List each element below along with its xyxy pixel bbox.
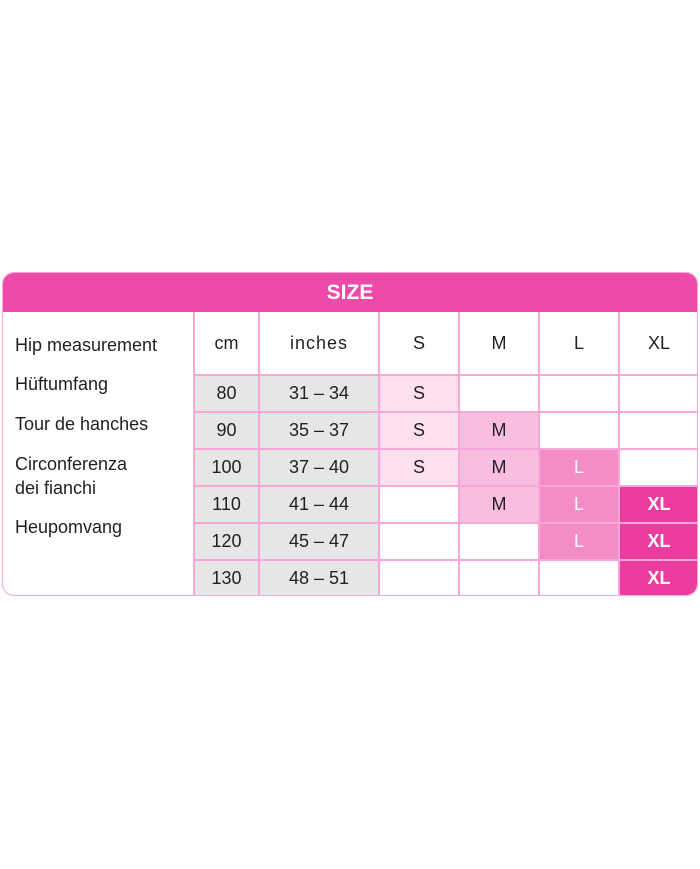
cell-xl: XL xyxy=(619,560,698,596)
row-divider xyxy=(194,448,698,450)
column-divider xyxy=(538,312,540,596)
cell-xl: XL xyxy=(619,523,698,560)
cell-inches: 48 – 51 xyxy=(259,560,379,596)
cell-xl xyxy=(619,375,698,412)
column-divider xyxy=(378,312,380,596)
cell-inches: 35 – 37 xyxy=(259,412,379,449)
header-s: S xyxy=(412,333,425,353)
label-it-line1: Circonferenza xyxy=(15,454,128,474)
row-divider xyxy=(194,559,698,561)
cell-m: M xyxy=(459,449,539,486)
column-divider xyxy=(458,312,460,596)
cell-s xyxy=(379,486,459,523)
cell-cm: 110 xyxy=(194,486,259,523)
cell-cm: 100 xyxy=(194,449,259,486)
header-l: L xyxy=(573,333,584,353)
cell-xl: XL xyxy=(619,486,698,523)
column-divider xyxy=(193,312,195,596)
cell-inches: 31 – 34 xyxy=(259,375,379,412)
cell-l: L xyxy=(539,449,619,486)
cell-m: M xyxy=(459,486,539,523)
cell-m xyxy=(459,523,539,560)
cell-l: L xyxy=(539,523,619,560)
header-xl: XL xyxy=(647,333,671,353)
row-divider xyxy=(194,485,698,487)
column-divider xyxy=(258,312,260,596)
header-m: M xyxy=(491,333,507,353)
size-table xyxy=(3,273,697,595)
cell-cm: 80 xyxy=(194,375,259,412)
cell-m xyxy=(459,560,539,596)
cell-m xyxy=(459,375,539,412)
label-nl: Heupomvang xyxy=(15,517,123,537)
cell-m: M xyxy=(459,412,539,449)
cell-cm: 130 xyxy=(194,560,259,596)
row-divider xyxy=(194,522,698,524)
cell-l xyxy=(539,412,619,449)
cell-s: S xyxy=(379,375,459,412)
cell-xl xyxy=(619,449,698,486)
cell-s: S xyxy=(379,449,459,486)
row-divider xyxy=(194,411,698,413)
cell-l xyxy=(539,560,619,596)
chart-title: SIZE xyxy=(3,273,697,312)
size-chart xyxy=(2,272,698,596)
cell-l xyxy=(539,375,619,412)
label-hip-measurement: Hip measurement xyxy=(15,335,158,355)
cell-cm: 90 xyxy=(194,412,259,449)
cell-inches: 45 – 47 xyxy=(259,523,379,560)
header-inches: inches xyxy=(289,333,349,353)
cell-l: L xyxy=(539,486,619,523)
cell-inches: 41 – 44 xyxy=(259,486,379,523)
column-divider xyxy=(618,312,620,596)
label-fr: Tour de hanches xyxy=(15,414,149,434)
header-cm: cm xyxy=(214,333,239,353)
cell-cm: 120 xyxy=(194,523,259,560)
label-de: Hüftumfang xyxy=(15,374,109,394)
label-it-line2: dei fianchi xyxy=(15,478,97,498)
cell-s xyxy=(379,560,459,596)
cell-s: S xyxy=(379,412,459,449)
cell-inches: 37 – 40 xyxy=(259,449,379,486)
row-divider xyxy=(194,374,698,376)
cell-s xyxy=(379,523,459,560)
cell-xl xyxy=(619,412,698,449)
